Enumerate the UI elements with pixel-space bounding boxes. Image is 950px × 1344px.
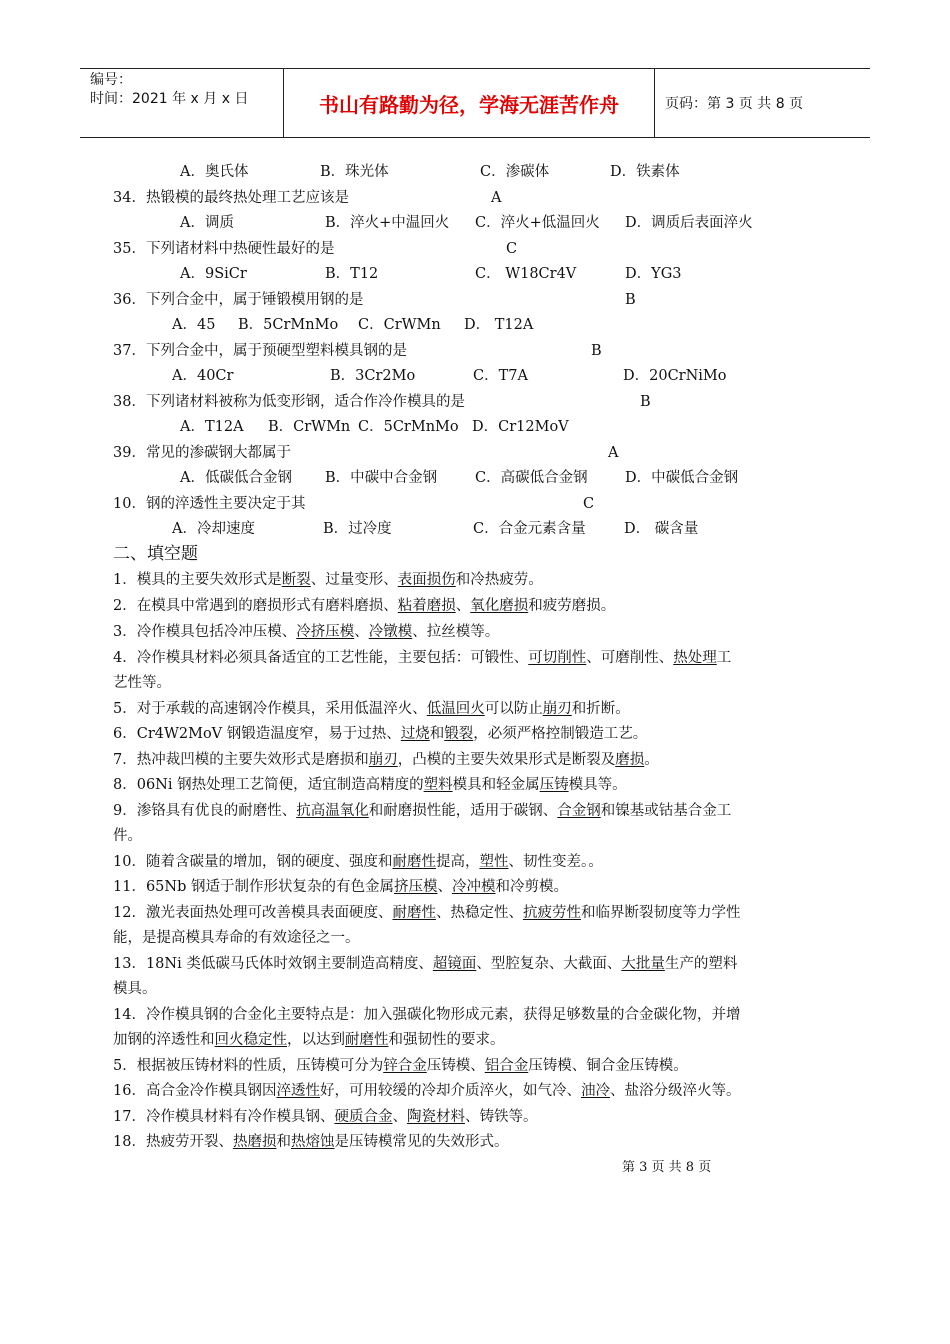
blank-answer: 冷镦模 bbox=[368, 624, 413, 640]
fill-item-18: 18．热疲劳开裂、热磨损和热熔蚀是压铸模常见的失效形式。 bbox=[113, 1134, 509, 1150]
option: B．中碳中合金钢 bbox=[325, 470, 438, 486]
q38-options bbox=[180, 417, 569, 437]
fill-item-10: 10．随着含碳量的增加，钢的硬度、强度和耐磨性提高，塑性、韧性变差。。 bbox=[113, 854, 603, 870]
option: C．5CrMnMo bbox=[358, 419, 459, 435]
blank-answer: 热熔蚀 bbox=[290, 1134, 335, 1150]
option: B．5CrMnMo bbox=[238, 317, 339, 333]
fill-item-2: 2．在模具中常遇到的磨损形式有磨料磨损、粘着磨损、氧化磨损和疲劳磨损。 bbox=[113, 598, 616, 614]
option: A．45 bbox=[172, 317, 216, 333]
fill-item-8: 8．06Ni 钢热处理工艺简便，适宜制造高精度的塑料模具和轻金属压铸模具等。 bbox=[113, 777, 627, 793]
blank-answer: 热磨损 bbox=[232, 1134, 277, 1150]
blank-answer: 耐磨性 bbox=[392, 905, 436, 921]
blank-answer: 热处理 bbox=[673, 650, 717, 666]
blank-answer: 塑性 bbox=[479, 854, 509, 870]
section-title: 二、填空题 bbox=[113, 544, 198, 564]
q40-options bbox=[172, 519, 698, 539]
blank-answer: 氧化磨损 bbox=[470, 598, 529, 614]
fill-item-16: 16．高合金冷作模具钢因淬透性好，可用较缓的冷却介质淬火，如气冷、油冷、盐浴分级淬火等。 bbox=[113, 1083, 741, 1099]
option: A．9SiCr bbox=[180, 266, 247, 282]
blank-answer: 陶瓷材料 bbox=[406, 1109, 465, 1125]
option: B．淬火+中温回火 bbox=[325, 215, 450, 231]
option: D． 碳含量 bbox=[624, 521, 699, 537]
option: A．调质 bbox=[180, 215, 234, 231]
question-stem: 10．钢的淬透性主要决定于其 bbox=[113, 496, 306, 512]
answer: C bbox=[506, 241, 518, 257]
fill-item-14: 14．冷作模具钢的合金化主要特点是：加入强碳化物形成元素，获得足够数量的合金碳化物，并增 bbox=[113, 1007, 741, 1023]
header-motto: 书山有路勤为径，学海无涯苦作舟 bbox=[319, 92, 619, 117]
doc-time-label: 时间：2021 年 x 月 x 日 bbox=[90, 91, 249, 107]
question-34 bbox=[113, 188, 501, 208]
question-37 bbox=[113, 341, 602, 361]
option: D．中碳低合金钢 bbox=[625, 470, 739, 486]
blank-answer: 硬质合金 bbox=[334, 1109, 393, 1125]
fill-item-7: 7．热冲裁凹模的主要失效形式是磨损和崩刃，凸模的主要失效果形式是断裂及磨损。 bbox=[113, 752, 659, 768]
answer: B bbox=[591, 343, 602, 359]
fill-item-14-cont: 加钢的淬透性和回火稳定性，以达到耐磨性和强韧性的要求。 bbox=[113, 1032, 505, 1048]
option: C．CrWMn bbox=[358, 317, 441, 333]
blank-answer: 抗疲劳性 bbox=[522, 905, 581, 921]
blank-answer: 塑料 bbox=[423, 777, 453, 793]
blank-answer: 低温回火 bbox=[426, 701, 485, 717]
fill-item-12: 12．激光表面热处理可改善模具表面硬度、耐磨性、热稳定性、抗疲劳性和临界断裂韧度等力学性 bbox=[113, 905, 741, 921]
blank-answer: 合金钢 bbox=[557, 803, 601, 819]
blank-answer: 耐磨性 bbox=[392, 854, 436, 870]
answer: B bbox=[640, 394, 651, 410]
page-footer: 第 3 页 共 8 页 bbox=[622, 1160, 712, 1175]
blank-answer: 抗高温氧化 bbox=[296, 803, 369, 819]
option: D．YG3 bbox=[625, 266, 682, 282]
option: B．3Cr2Mo bbox=[330, 368, 416, 384]
blank-answer: 表面损伤 bbox=[397, 572, 456, 588]
question-stem: 36．下列合金中，属于锤锻模用钢的是 bbox=[113, 292, 364, 308]
question-38 bbox=[113, 392, 651, 412]
option: B．过冷度 bbox=[323, 521, 392, 537]
fill-item-1: 1．模具的主要失效形式是断裂、过量变形、表面损伤和冷热疲劳。 bbox=[113, 572, 543, 588]
blank-answer: 超镜面 bbox=[432, 956, 477, 972]
blank-answer: 回火稳定性 bbox=[214, 1032, 287, 1048]
answer: B bbox=[625, 292, 636, 308]
option: C．渗碳体 bbox=[480, 164, 550, 180]
option: D．20CrNiMo bbox=[623, 368, 727, 384]
blank-answer: 压铸 bbox=[539, 777, 569, 793]
option: D．Cr12MoV bbox=[472, 419, 569, 435]
blank-answer: 挤压模 bbox=[393, 879, 438, 895]
question-39 bbox=[113, 443, 618, 463]
option: B．T12 bbox=[325, 266, 379, 282]
blank-answer: 磨损 bbox=[615, 752, 645, 768]
blank-answer: 油冷 bbox=[580, 1083, 610, 1099]
blank-answer: 崩刃 bbox=[542, 701, 572, 717]
fill-item-13: 13．18Ni 类低碳马氏体时效钢主要制造高精度、超镜面、型腔复杂、大截面、大批量生产的塑料 bbox=[113, 956, 738, 972]
blank-answer: 粘着磨损 bbox=[397, 598, 456, 614]
option: D． T12A bbox=[464, 317, 534, 333]
fill-item-17: 17．冷作模具材料有冷作模具钢、硬质合金、陶瓷材料、铸铁等。 bbox=[113, 1109, 538, 1125]
q36-options bbox=[172, 315, 533, 335]
blank-answer: 铝合金 bbox=[484, 1058, 529, 1074]
fill-item-9-cont: 件。 bbox=[113, 828, 142, 844]
page-header bbox=[80, 68, 870, 138]
question-stem: 39．常见的渗碳钢大都属于 bbox=[113, 445, 291, 461]
question-36 bbox=[113, 290, 636, 310]
option: B．珠光体 bbox=[320, 164, 389, 180]
fill-item-3: 3．冷作模具包括冷冲压模、冷挤压模、冷镦模、拉丝模等。 bbox=[113, 624, 500, 640]
blank-answer: 耐磨性 bbox=[345, 1032, 389, 1048]
fill-item-15: 5．根据被压铸材料的性质，压铸模可分为锌合金压铸模、铝合金压铸模、铜合金压铸模。 bbox=[113, 1058, 688, 1074]
option: C．高碳低合金钢 bbox=[475, 470, 588, 486]
option: C． W18Cr4V bbox=[475, 266, 577, 282]
question-stem: 38．下列诸材料被称为低变形钢，适合作冷作模具的是 bbox=[113, 394, 465, 410]
option: C．合金元素含量 bbox=[473, 521, 586, 537]
fill-item-9: 9．渗铬具有优良的耐磨性、抗高温氧化和耐磨损性能，适用于碳钢、合金钢和镍基或钴基合金工 bbox=[113, 803, 732, 819]
option: B．CrWMn bbox=[268, 419, 351, 435]
option: D．铁素体 bbox=[610, 164, 680, 180]
fill-item-6: 6．Cr4W2MoV 钢锻造温度窄，易于过热、过烧和锻裂，必须严格控制锻造工艺。 bbox=[113, 726, 648, 742]
blank-answer: 冷挤压模 bbox=[296, 624, 355, 640]
option: C．淬火+低温回火 bbox=[475, 215, 600, 231]
blank-answer: 大批量 bbox=[621, 956, 665, 972]
q33-options bbox=[180, 162, 680, 182]
blank-answer: 可切削性 bbox=[528, 650, 587, 666]
doc-number-label: 编号： bbox=[90, 72, 132, 88]
option: A．40Cr bbox=[172, 368, 234, 384]
fill-item-4-cont: 艺性等。 bbox=[113, 675, 171, 691]
fill-item-12-cont: 能，是提高模具寿命的有效途径之一。 bbox=[113, 930, 360, 946]
option: A．低碳低合金钢 bbox=[180, 470, 292, 486]
blank-answer: 断裂 bbox=[281, 572, 311, 588]
option: A．冷却速度 bbox=[172, 521, 255, 537]
answer: A bbox=[491, 190, 502, 206]
question-40 bbox=[113, 494, 594, 514]
header-page-label: 页码：第 3 页 共 8 页 bbox=[665, 96, 804, 112]
q35-options bbox=[180, 264, 682, 284]
answer: A bbox=[608, 445, 619, 461]
q34-options bbox=[180, 213, 753, 233]
option: D．调质后表面淬火 bbox=[625, 215, 753, 231]
header-divider bbox=[654, 69, 655, 137]
blank-answer: 过烧 bbox=[400, 726, 430, 742]
option: C．T7A bbox=[473, 368, 528, 384]
q37-options bbox=[172, 366, 727, 386]
fill-item-4: 4．冷作模具材料必须具备适宜的工艺性能，主要包括：可锻性、可切削性、可磨削性、热处理工 bbox=[113, 650, 732, 666]
blank-answer: 锌合金 bbox=[383, 1058, 427, 1074]
q39-options bbox=[180, 468, 738, 488]
question-35 bbox=[113, 239, 517, 259]
option: A．奥氏体 bbox=[180, 164, 249, 180]
answer: C bbox=[583, 496, 595, 512]
fill-item-5: 5．对于承载的高速钢冷作模具，采用低温淬火、低温回火可以防止崩刃和折断。 bbox=[113, 701, 630, 717]
question-stem: 34．热锻模的最终热处理工艺应该是 bbox=[113, 190, 349, 206]
blank-answer: 冷冲模 bbox=[451, 879, 496, 895]
fill-item-13-cont: 模具。 bbox=[113, 981, 157, 997]
blank-answer: 淬透性 bbox=[276, 1083, 320, 1099]
fill-item-11: 11．65Nb 钢适于制作形状复杂的有色金属挤压模、冷冲模和冷剪模。 bbox=[113, 879, 568, 895]
header-meta bbox=[90, 71, 248, 109]
blank-answer: 崩刃 bbox=[368, 752, 398, 768]
question-stem: 35．下列诸材料中热硬性最好的是 bbox=[113, 241, 335, 257]
option: A．T12A bbox=[180, 419, 244, 435]
blank-answer: 锻裂 bbox=[444, 726, 474, 742]
question-stem: 37．下列合金中，属于预硬型塑料模具钢的是 bbox=[113, 343, 407, 359]
